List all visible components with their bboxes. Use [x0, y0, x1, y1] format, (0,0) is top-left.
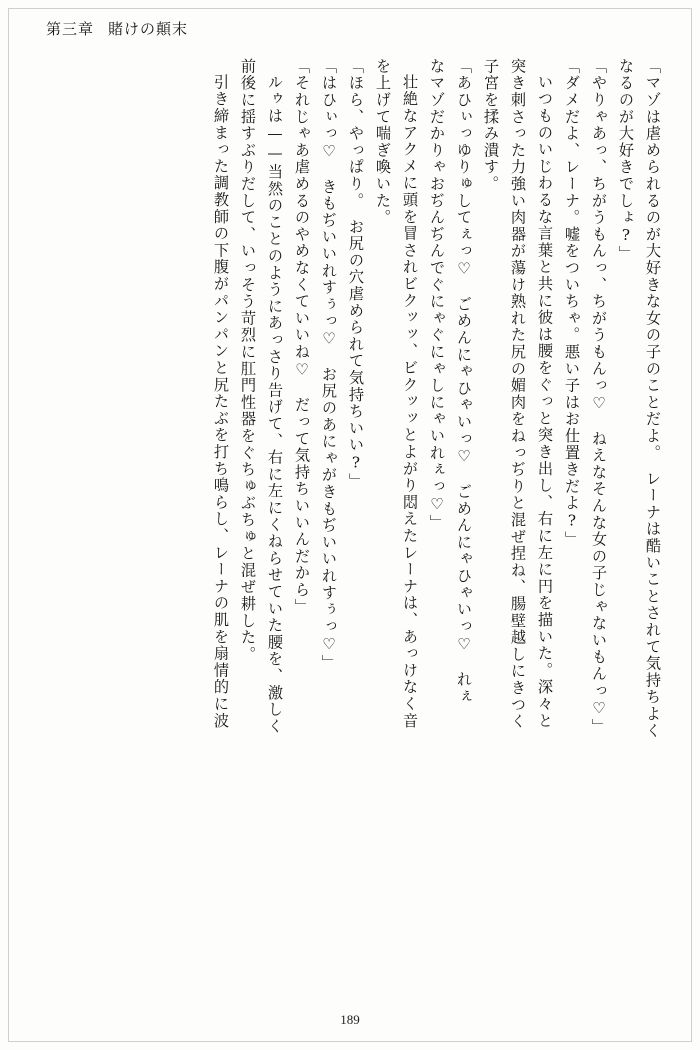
text-line: 「はひぃっ♡ きもぢいいれすぅっ♡ お尻のあにゃがきもぢいいれすぅっ♡」: [320, 58, 338, 672]
text-line: 「マゾは虐められるのが大好きな女の子のことだよ。 レーナは酷いことされて気持ちよく: [644, 58, 662, 740]
text-line: 「ダメだよ、レーナ。嘘をついちゃ。悪い子はお仕置きだよ?」: [563, 58, 581, 548]
text-line: いつものいじわるな言葉と共に彼は腰をぐっと突き出し、右に左に円を描いた。深々と: [536, 74, 554, 730]
text-line: 突き刺さった力強い肉器が蕩け熟れた尻の媚肉をねっぢりと混ぜ捏ね、腸壁越しにきつく: [509, 58, 527, 730]
chapter-title: 賭けの顛末: [108, 20, 189, 38]
body-text: [36, 58, 660, 990]
text-line: なマゾだかりゃおぢんぢんでぐにゃぐにゃしにゃいれぇっ♡」: [428, 58, 446, 532]
page-number: 189: [340, 1012, 360, 1027]
chapter-header: [46, 18, 188, 39]
text-line: 壮絶なアクメに頭を冒されビクッッ、ビクッッとよがり悶えたレーナは、あっけなく音: [401, 74, 419, 730]
text-line: 「ほら、やっぱり。 お尻の穴虐められて気持ちいい?」: [347, 58, 365, 490]
text-line: 子宮を揉み潰す。: [482, 58, 500, 193]
text-line: 「あひぃっゆりゅしてぇっ♡ ごめんにゃひゃいっ♡ ごめんにゃひゃいっ♡ れぇ: [455, 58, 473, 705]
text-line: を上げて喘ぎ喚いた。: [374, 58, 392, 226]
text-line: 前後に揺すぶりだして、いっそう苛烈に肛門性器をぐちゅぶちゅと混ぜ耕した。: [239, 58, 257, 663]
text-line: 「それじゃあ虐めるのやめなくていいね♡ だって気持ちいいんだから」: [293, 58, 311, 616]
text-line: なるのが大好きでしょ?」: [617, 58, 635, 263]
text-line: 引き締まった調教師の下腹がパンパンと尻たぶを打ち鳴らし、レーナの肌を扇情的に波: [212, 74, 230, 730]
text-line: 「やりゃあっ、ちがうもんっ、ちがうもんっ♡ ねえなそんな女の子じゃないもんっ♡」: [590, 58, 608, 736]
text-line: ルゥは——当然のことのようにあっさり告げて、右に左にくねらせていた腰を、激しく: [266, 74, 284, 735]
chapter-number: 第三章: [46, 20, 95, 38]
